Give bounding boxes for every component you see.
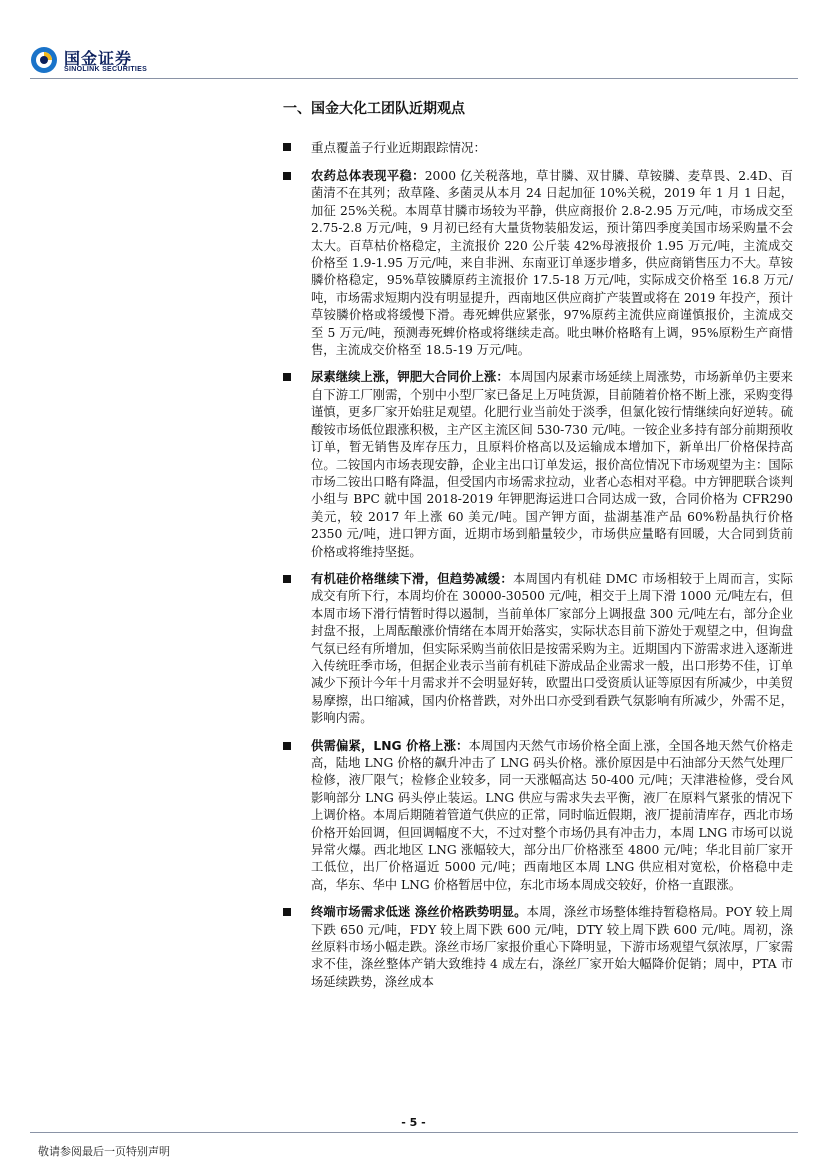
footer-disclaimer: 敬请参阅最后一页特别声明	[38, 1145, 170, 1158]
item-body: 本周国内天然气市场价格全面上涨，全国各地天然气价格走高，陆地 LNG 价格的飙升冲击了 LNG 码头价格。涨价原因是中石油部分天然气处理厂检修，液厂限气；检修企业较多，同一天涨幅高达 50-400 元/吨；天津港检修，受台风影响部分 LNG 码头停止装运。LNG 供应与需求失去平衡，液厂在原料气紧张的情况下上调价格。本周后期随着管道气供应的正常，同时临近假期，液厂提前清库存，西北市场价格开始回调，但回调幅度不大，不过对整个市场仍具有冲击力，本周 LNG 市场可以说异常火爆。西北地区 LNG 涨幅较大，部分出厂价格涨至 4800 元/吨；华北目前厂家开工低位，出厂价格逼近 5000 元/吨；西南地区本周 LNG 供应相对宽松，价格稳中走高，华东、华中 LNG 价格暂居中位，东北市场本周成交较好，价格一直跟涨。	[311, 738, 793, 892]
item-heading: 供需偏紧，LNG 价格上涨：	[311, 738, 469, 753]
page-number: - 5 -	[401, 1116, 426, 1129]
list-item-silicone	[283, 571, 793, 728]
square-bullet-icon	[283, 742, 291, 750]
main-content	[283, 100, 793, 1001]
square-bullet-icon	[283, 373, 291, 381]
logo-english-name: SINOLINK SECURITIES	[64, 66, 148, 73]
item-body: 本周，涤丝市场整体维持暂稳格局。POY 较上周下跌 650 元/吨，FDY 较上周下跌 600 元/吨，DTY 较上周下跌 600 元/吨。周初，涤丝原料市场小幅走跌。涤丝市场厂家报价重心下降明显，下游市场观望气氛浓厚，厂家需求不佳，涤丝整体产销大致维持 4 成左右，涤丝厂家开始大幅降价促销；周中，PTA 市场延续跌势，涤丝成本	[311, 905, 793, 989]
logo-chinese-name: 国金证券	[64, 49, 133, 68]
company-logo	[30, 44, 170, 78]
item-heading: 终端市场需求低迷 涤丝价格跌势明显。	[311, 905, 527, 920]
list-item-polyester	[283, 904, 793, 991]
list-item-lng	[283, 738, 793, 895]
square-bullet-icon	[283, 575, 291, 583]
sinolink-logo-icon	[30, 46, 58, 74]
item-heading: 有机硅价格继续下滑，但趋势减缓：	[311, 571, 514, 586]
item-heading: 尿素继续上涨，钾肥大合同价上涨：	[311, 370, 509, 385]
square-bullet-icon	[283, 143, 291, 151]
intro-line	[283, 139, 793, 156]
item-body: 本周国内有机硅 DMC 市场相较于上周而言，实际成交有所下行，本周均价在 30000-30500 元/吨，相交于上周下滑 1000 元/吨左右，但本周市场下滑行情暂时得以遏制，当前单体厂家部分上调报盘 300 元/吨左右，部分企业封盘不报，上周酝酿涨价情绪在本周开始落实，实际状态目前下游处于观望之中，但询盘气氛已经有所增加，但实际采购当前依旧是按需采购为主。近期国内下游需求进入逐渐进入传统旺季市场，但据企业表示当前有机硅下游成品企业需求一般，出口形势不佳，订单减少下预计今年十月需求并不会明显好转，欧盟出口受资质认证等原因有所减少，中美贸易摩擦，出口缩减，国内价格普跌，对外出口亦受到看跌气氛影响有所减少，外需不足，影响内需。	[311, 571, 793, 726]
section-title: 一、国金大化工团队近期观点	[283, 101, 465, 117]
header-divider	[30, 78, 798, 79]
list-item-pesticides	[283, 168, 793, 359]
footer-divider	[30, 1132, 798, 1133]
item-heading: 农药总体表现平稳：	[311, 169, 425, 183]
intro-text: 重点覆盖子行业近期跟踪情况：	[311, 140, 487, 155]
square-bullet-icon	[283, 172, 291, 180]
list-item-fertilizer	[283, 369, 793, 560]
item-body: 本周国内尿素市场延续上周涨势，市场新单仍主要来自下游工厂刚需，个别中小型厂家已备足上万吨货源，目前随着价格不断上涨，采购变得谨慎，更多厂家开始驻足观望。化肥行业当前处于淡季，但氯化铵行情继续向好逆转。硫酸铵市场低位跟涨积极，主产区主流区间 530-730 元/吨。一铵企业多持有部分前期预收订单，暂无销售及库存压力，且原料价格高以及运输成本增加下，新单出厂价格保持高位。二铵国内市场表现安静，企业主出口订单发运，报价高位情况下市场观望为主：国际市场二铵出口略有降温，但受国内市场需求拉动，业者心态相对平稳。中方钾肥联合谈判小组与 BPC 就中国 2018-2019 年钾肥海运进口合同达成一致，合同价格为 CFR290 美元，较 2017 年上涨 60 美元/吨。国产钾方面，盐湖基准产品 60%粉晶执行价格 2350 元/吨，进口钾方面，近期市场到船量较少，市场供应量略有回暖，大合同到货前价格或将维持坚挺。	[311, 370, 793, 559]
item-body: 2000 亿关税落地，草甘膦、双甘膦、草铵膦、麦草畏、2.4D、百菌清不在其列；敌草隆、多菌灵从本月 24 日起加征 10%关税，2019 年 1 月 1 日起，加征 25%关税。本周草甘膦市场较为平静，供应商报价 2.8-2.95 万元/吨，市场成交至 2.75-2.8 万元/吨，9 月初已经有大量货物装船发运，预计第四季度美国市场采购量不会太大。百草枯价格稳定，主流报价 220 公斤装 42%母液报价 1.95 万元/吨，主流成交价格至 1.9-1.95 万元/吨，来自非洲、东南亚订单逐步增多，供应商销售压力不大。草铵膦价格稳定，95%草铵膦原药主流报价 17.5-18 万元/吨，实际成交价格至 16.8 万元/吨，市场需求短期内没有明显提升，西南地区供应商扩产装置或将在 2019 年投产，预计草铵膦价格或将缓慢下滑。毒死蜱供应紧张，97%原药主流供应商谨慎报价，主流成交至 5 万元/吨，预测毒死蜱价格或将继续走高。吡虫啉价格略有上调，95%原粉生产商惜售，主流成交价格至 18.5-19 万元/吨。	[311, 169, 793, 358]
square-bullet-icon	[283, 908, 291, 916]
